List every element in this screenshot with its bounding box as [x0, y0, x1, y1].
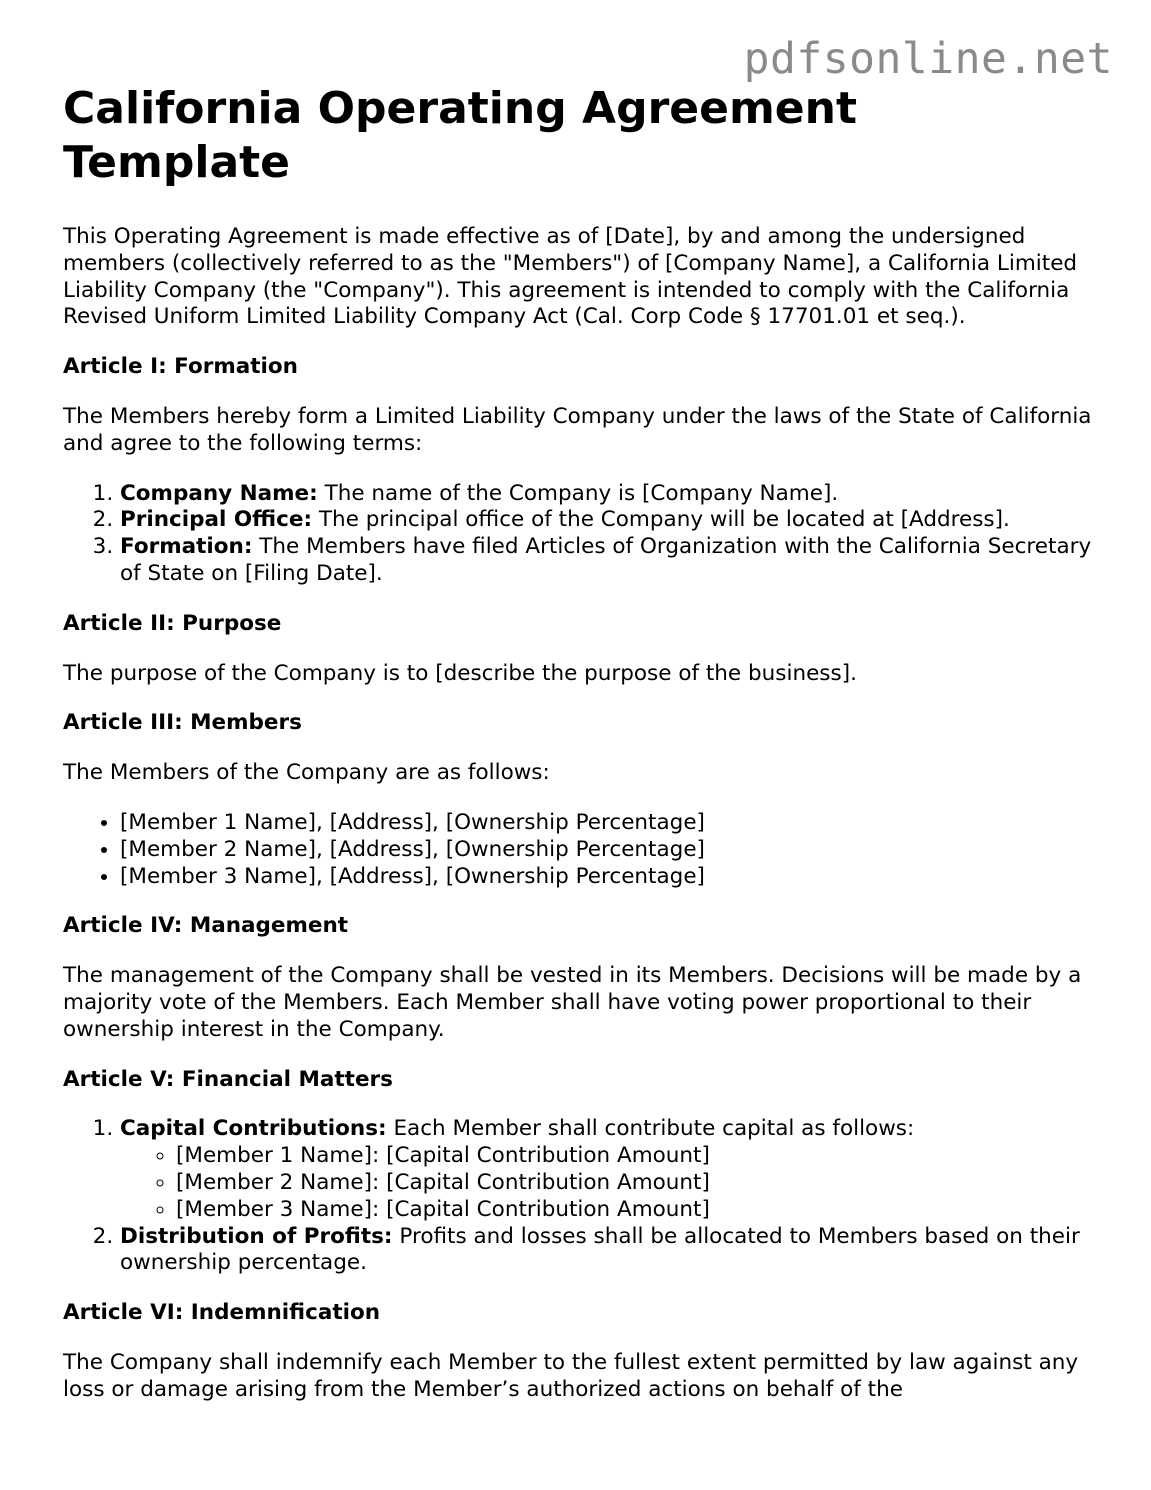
article-3-text: The Members of the Company are as follows:	[63, 760, 550, 786]
list-item: ◦ [Member 2 Name]: [Capital Contribution Amount]	[176, 1170, 1093, 1197]
item-label: Capital Contributions:	[120, 1116, 387, 1142]
article-4-text: The management of the Company shall be vested in its Members. Decisions will be made by a majority vote of the Members. Each Member shall have voting power proportional to their ownership interest in the Company.	[63, 963, 1082, 1042]
article-4-heading: Article IV: Management	[63, 913, 349, 939]
list-item	[120, 1116, 1093, 1223]
list-item	[120, 1224, 1093, 1278]
item-label: Principal Office:	[120, 507, 313, 533]
members-list	[63, 810, 1093, 890]
intro-paragraph: This Operating Agreement is made effective as of [Date], by and among the undersigned members (collectively referred to as the "Members") of [Company Name], a California Limited Liability Company (the "Company"). This agreement is intended to comply with the California Revised Uniform Limited Liability Company Act (Cal. Corp Code § 17701.01 et seq.).	[63, 224, 1078, 330]
list-item	[120, 507, 1093, 534]
document-page	[63, 82, 1093, 1404]
item-text: Profits and losses shall be allocated to Members based on their ownership percentage.	[120, 1223, 1080, 1276]
watermark: pdfsonline.net	[743, 34, 1113, 84]
item-label: Formation:	[120, 534, 253, 560]
formation-list	[63, 481, 1093, 588]
article-5-heading: Article V: Financial Matters	[63, 1066, 393, 1092]
article-1-heading: Article I: Formation	[63, 354, 298, 380]
list-item	[120, 534, 1093, 588]
list-item: • [Member 1 Name], [Address], [Ownership Percentage]	[120, 810, 1093, 837]
item-text: The Members have filed Articles of Organization with the California Secretary of State on [Filing Date].	[120, 534, 1092, 586]
item-text: The principal office of the Company will be located at [Address].	[312, 507, 1010, 533]
article-2-heading: Article II: Purpose	[63, 610, 282, 636]
financial-list	[63, 1116, 1093, 1277]
contributions-list	[120, 1143, 1093, 1223]
item-text: The name of the Company is [Company Name].	[317, 480, 839, 506]
list-item: ◦ [Member 3 Name]: [Capital Contribution Amount]	[176, 1197, 1093, 1224]
list-item: • [Member 2 Name], [Address], [Ownership Percentage]	[120, 837, 1093, 864]
page-title: California Operating Agreement Template	[63, 83, 857, 188]
list-item: • [Member 3 Name], [Address], [Ownership Percentage]	[120, 864, 1093, 891]
list-item: ◦ [Member 1 Name]: [Capital Contribution Amount]	[176, 1143, 1093, 1170]
article-6-heading: Article VI: Indemnification	[63, 1300, 381, 1326]
item-label: Company Name:	[120, 480, 318, 506]
article-1-text: The Members hereby form a Limited Liability Company under the laws of the State of California and agree to the following terms:	[63, 403, 1092, 456]
article-3-heading: Article III: Members	[63, 710, 302, 736]
list-item	[120, 481, 1093, 508]
article-2-text: The purpose of the Company is to [describe the purpose of the business].	[63, 660, 857, 686]
item-label: Distribution of Profits:	[120, 1223, 393, 1249]
item-text: Each Member shall contribute capital as follows:	[386, 1116, 915, 1142]
article-6-text: The Company shall indemnify each Member to the fullest extent permitted by law against any loss or damage arising from the Member’s authorized actions on behalf of the	[63, 1349, 1079, 1402]
